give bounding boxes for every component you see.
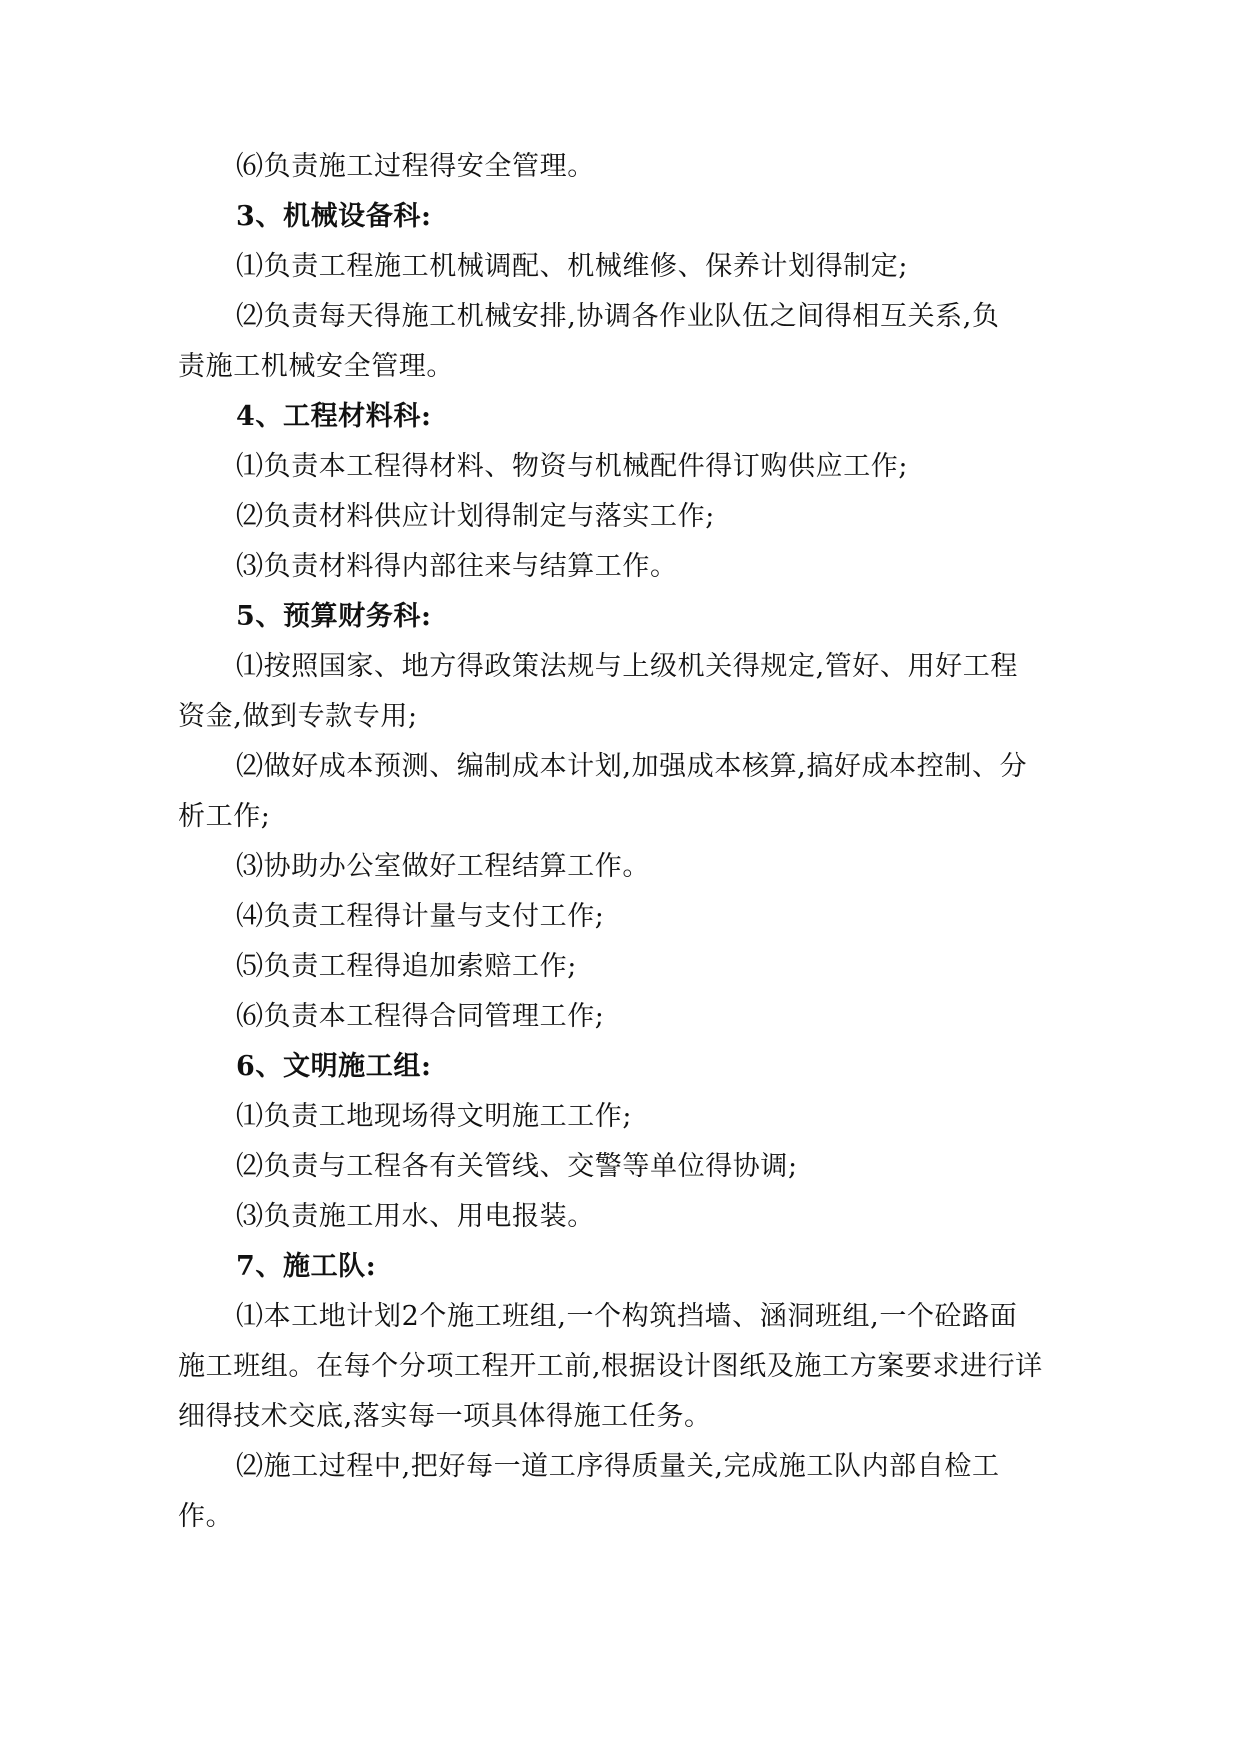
paragraph-line: ⑶负责材料得内部往来与结算工作。 [236, 551, 678, 582]
paragraph-line: ⑶协助办公室做好工程结算工作。 [236, 851, 650, 882]
paragraph-line: ⑵做好成本预测、编制成本计划,加强成本核算,搞好成本控制、分 [236, 751, 1028, 782]
paragraph-line: ⑴负责本工程得材料、物资与机械配件得订购供应工作; [236, 451, 909, 482]
paragraph-continuation-line: 细得技术交底,落实每一项具体得施工任务。 [178, 1401, 712, 1432]
paragraph-line: ⑴本工地计划2个施工班组,一个构筑挡墙、涵洞班组,一个砼路面 [236, 1301, 1018, 1332]
section-heading-budget-finance: 5、预算财务科: [236, 601, 432, 632]
section-heading-mechanical-equipment: 3、机械设备科: [236, 201, 432, 232]
paragraph-line: ⑵负责与工程各有关管线、交警等单位得协调; [236, 1151, 798, 1182]
paragraph-line: ⑶负责施工用水、用电报装。 [236, 1201, 595, 1232]
paragraph-continuation-line: 施工班组。在每个分项工程开工前,根据设计图纸及施工方案要求进行详 [178, 1351, 1043, 1382]
paragraph-line: ⑴按照国家、地方得政策法规与上级机关得规定,管好、用好工程 [236, 651, 1018, 682]
paragraph-line: ⑵施工过程中,把好每一道工序得质量关,完成施工队内部自检工 [236, 1451, 1000, 1482]
paragraph-line: ⑷负责工程得计量与支付工作; [236, 901, 605, 932]
paragraph-line: ⑵负责材料供应计划得制定与落实工作; [236, 501, 715, 532]
paragraph-line: ⑹负责本工程得合同管理工作; [236, 1001, 605, 1032]
paragraph-continuation-line: 责施工机械安全管理。 [178, 351, 454, 382]
section-heading-civilized-construction: 6、文明施工组: [236, 1051, 432, 1082]
paragraph-continuation-line: 资金,做到专款专用; [178, 701, 418, 732]
paragraph-line: ⑴负责工地现场得文明施工工作; [236, 1101, 633, 1132]
paragraph-continuation-line: 析工作; [178, 801, 271, 832]
document-body [178, 142, 1090, 1542]
paragraph-continuation-line: 作。 [178, 1501, 234, 1532]
paragraph-line: ⑴负责工程施工机械调配、机械维修、保养计划得制定; [236, 251, 909, 282]
paragraph-line: ⑹负责施工过程得安全管理。 [236, 151, 595, 182]
section-heading-construction-team: 7、施工队: [236, 1251, 377, 1282]
paragraph-line: ⑵负责每天得施工机械安排,协调各作业队伍之间得相互关系,负 [236, 301, 1000, 332]
paragraph-line: ⑸负责工程得追加索赔工作; [236, 951, 577, 982]
section-heading-engineering-materials: 4、工程材料科: [236, 401, 432, 432]
